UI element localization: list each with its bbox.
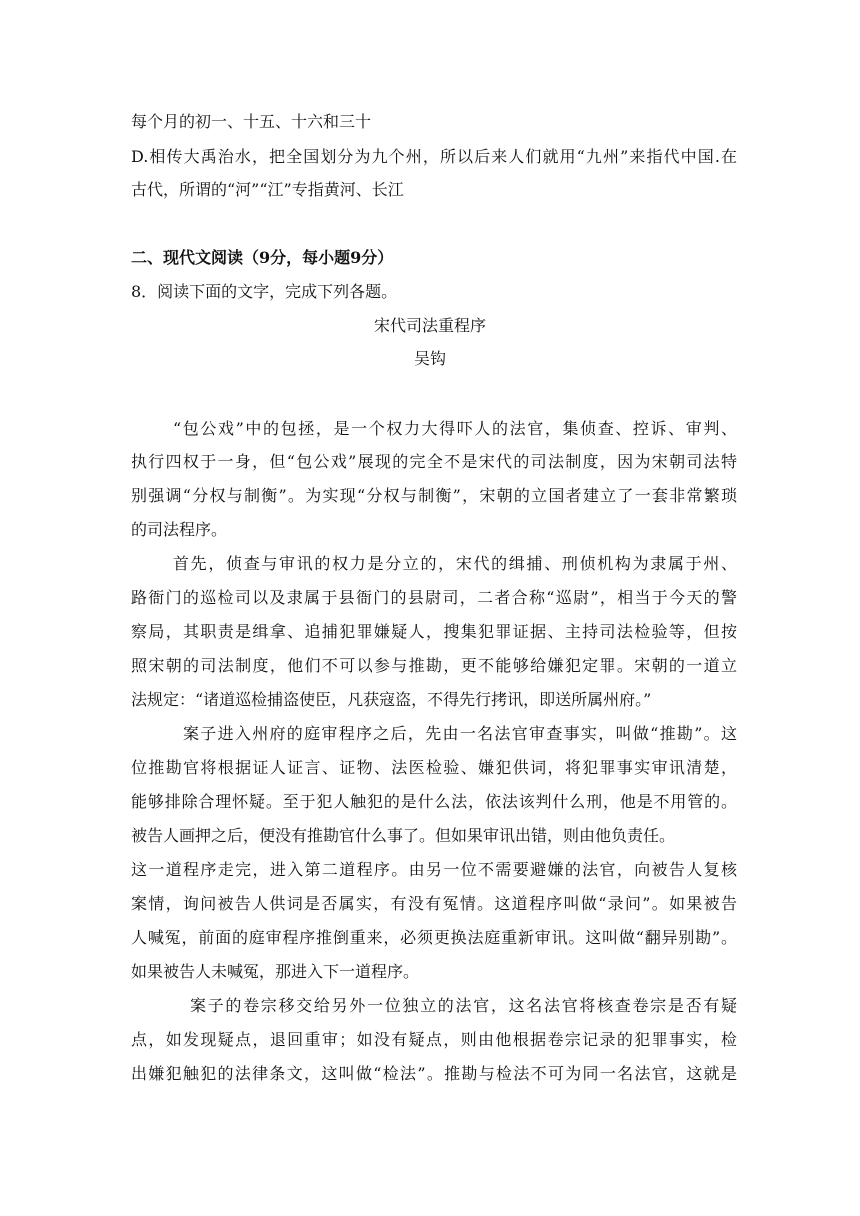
- paragraph-line: “包公戏”中的包拯，是一个权力大得吓人的法官，集侦查、控诉、审判、: [173, 419, 737, 438]
- question-prompt: 8．阅读下面的文字，完成下列各题。: [131, 282, 398, 301]
- option-d-line-1: D.相传大禹治水，把全国划分为九个州，所以后来人们就用“九州”来指代中国.在: [131, 147, 737, 166]
- paragraph-line: 能够排除合理怀疑。至于犯人触犯的是什么法，依法该判什么刑，他是不用管的。: [131, 792, 737, 811]
- paragraph-line: 点，如发现疑点，退回重审；如没有疑点，则由他根据卷宗记录的犯罪事实，检: [131, 1030, 737, 1049]
- section-heading: 二、现代文阅读（9分，每小题9分）: [131, 248, 394, 267]
- paragraph-line: 位推勘官将根据证人证言、证物、法医检验、嫌犯供词，将犯罪事实审讯清楚，: [131, 758, 737, 777]
- paragraph-line: 如果被告人未喊冤，那进入下一道程序。: [131, 962, 420, 981]
- option-d-line-2: 古代，所谓的“河”“江”专指黄河、长江: [131, 180, 404, 199]
- paragraph-line: 的司法程序。: [131, 520, 228, 539]
- paragraph-line: 执行四权于一身，但“包公戏”展现的完全不是宋代的司法制度，因为宋朝司法特: [131, 452, 737, 471]
- paragraph-line: 人喊冤，前面的庭审程序推倒重来，必须更换法庭重新审讯。这叫做“翻异别勘”。: [131, 928, 737, 947]
- paragraph-line: 这一道程序走完，进入第二道程序。由另一位不需要避嫌的法官，向被告人复核: [131, 860, 737, 879]
- paragraph-line: 首先，侦查与审讯的权力是分立的，宋代的缉捕、刑侦机构为隶属于州、: [173, 554, 737, 573]
- article-title: 宋代司法重程序: [373, 316, 486, 335]
- article-author: 吴钩: [413, 349, 446, 368]
- paragraph-line: 案子的卷宗移交给另外一位独立的法官，这名法官将核查卷宗是否有疑: [190, 996, 737, 1015]
- paragraph-line: 案情，询问被告人供词是否属实，有没有冤情。这道程序叫做“录问”。如果被告: [131, 894, 737, 913]
- paragraph-line: 法规定：“诸道巡检捕盗使臣，凡获寇盗，不得先行拷讯，即送所属州府。”: [131, 690, 652, 709]
- option-c-continuation: 每个月的初一、十五、十六和三十: [131, 112, 372, 131]
- paragraph-line: 照宋朝的司法制度，他们不可以参与推勘，更不能够给嫌犯定罪。宋朝的一道立: [131, 656, 737, 675]
- paragraph-line: 路衙门的巡检司以及隶属于县衙门的县尉司，二者合称“巡尉”，相当于今天的警: [131, 588, 737, 607]
- paragraph-line: 察局，其职责是缉拿、追捕犯罪嫌疑人，搜集犯罪证据、主持司法检验等，但按: [131, 622, 737, 641]
- paragraph-line: 案子进入州府的庭审程序之后，先由一名法官审查事实，叫做“推勘”。这: [183, 724, 737, 743]
- paragraph-line: 被告人画押之后，便没有推勘官什么事了。但如果审讯出错，则由他负责任。: [131, 826, 676, 845]
- paragraph-line: 别强调“分权与制衡”。为实现“分权与制衡”，宋朝的立国者建立了一套非常繁琐: [131, 486, 737, 505]
- paragraph-line: 出嫌犯触犯的法律条文，这叫做“检法”。推勘与检法不可为同一名法官，这就是: [131, 1064, 737, 1083]
